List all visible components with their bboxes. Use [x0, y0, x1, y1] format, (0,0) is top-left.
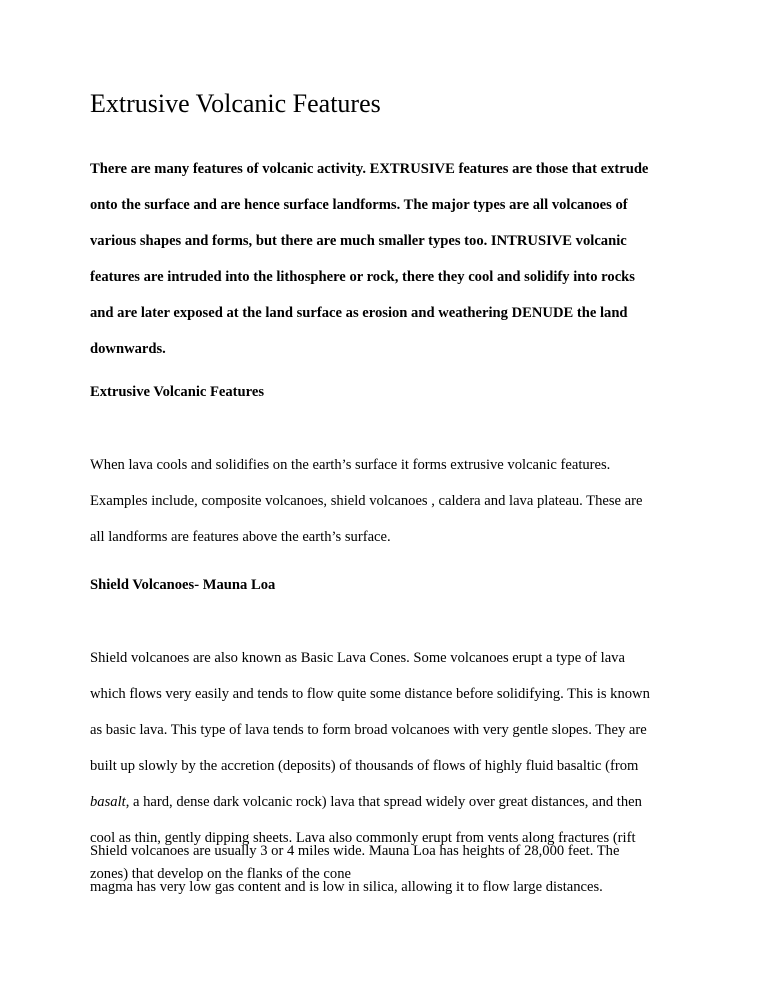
paragraph-line: zones) that develop on the flanks of the cone	[90, 866, 351, 882]
paragraph-line: all landforms are features above the earth’s surface.	[90, 529, 391, 545]
paragraph-line-basalt	[90, 784, 690, 820]
intro-line: onto the surface and are hence surface landforms. The major types are all volcanoes of	[90, 197, 628, 213]
paragraph-line: Shield volcanoes are also known as Basic Lava Cones. Some volcanoes erupt a type of lava	[90, 650, 625, 666]
section-heading-shield	[90, 567, 690, 603]
section-heading-text: Extrusive Volcanic Features	[90, 384, 265, 400]
paragraph-line: magma has very low gas content and is low in silica, allowing it to flow large distances.	[90, 879, 603, 895]
shield-paragraph-2	[90, 833, 690, 905]
section-heading-text: Shield Volcanoes- Mauna Loa	[90, 577, 276, 593]
paragraph-line: Shield volcanoes are usually 3 or 4 miles wide. Mauna Loa has heights of 28,000 feet. The	[90, 843, 620, 859]
extrusive-paragraph	[90, 447, 690, 555]
intro-line: various shapes and forms, but there are much smaller types too. INTRUSIVE volcanic	[90, 233, 627, 249]
paragraph-line: as basic lava. This type of lava tends to form broad volcanoes with very gentle slopes. They are	[90, 722, 647, 738]
section-heading-extrusive	[90, 374, 690, 410]
document-title: Extrusive Volcanic Features	[90, 89, 381, 118]
paragraph-line: built up slowly by the accretion (deposits) of thousands of flows of highly fluid basaltic (from	[90, 758, 639, 774]
intro-line: features are intruded into the lithosphere or rock, there they cool and solidify into rocks	[90, 269, 635, 285]
intro-paragraph	[90, 151, 690, 367]
intro-line: downwards.	[90, 341, 166, 357]
paragraph-line: Examples include, composite volcanoes, shield volcanoes , caldera and lava plateau. These are	[90, 493, 643, 509]
paragraph-line: which flows very easily and tends to flow quite some distance before solidifying. This is known	[90, 686, 650, 702]
paragraph-line: When lava cools and solidifies on the earth’s surface it forms extrusive volcanic features.	[90, 457, 611, 473]
intro-line: and are later exposed at the land surface as erosion and weathering DENUDE the land	[90, 305, 628, 321]
paragraph-line: cool as thin, gently dipping sheets. Lava also commonly erupt from vents along fractures (rift	[90, 830, 636, 846]
intro-line: There are many features of volcanic activity. EXTRUSIVE features are those that extrude	[90, 161, 649, 177]
basalt-term: basalt	[90, 794, 126, 810]
basalt-rest: , a hard, dense dark volcanic rock) lava that spread widely over great distances, and then	[125, 794, 642, 810]
